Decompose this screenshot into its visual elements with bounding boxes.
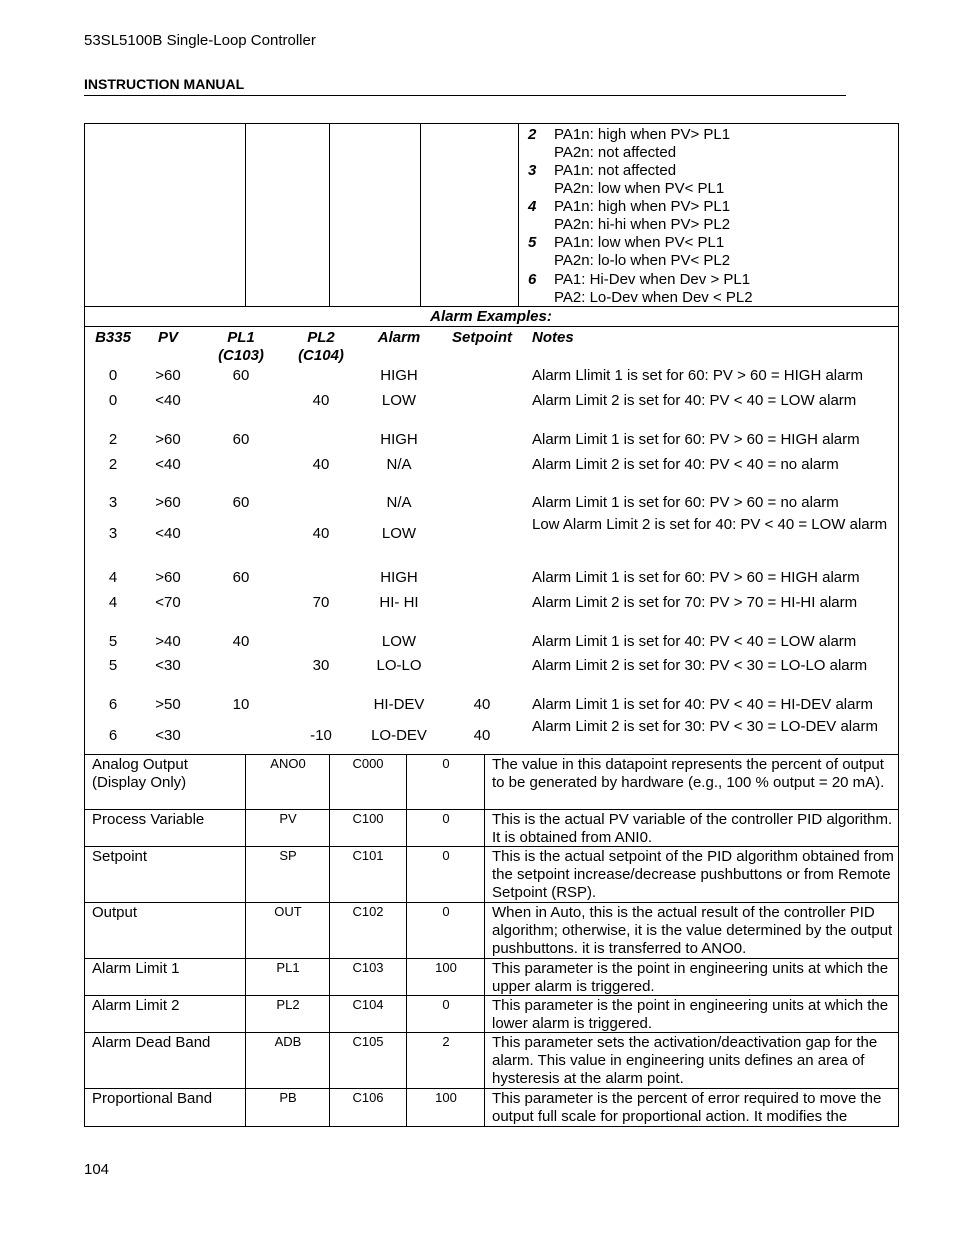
col-b335: B335 — [95, 329, 131, 346]
parameter-mnemonic: OUT — [274, 904, 302, 919]
example-pl1: 10 — [232, 696, 250, 713]
example-notes: Alarm Limit 1 is set for 40: PV < 40 = LOW alarm — [532, 633, 857, 650]
parameter-name: Analog Output (Display Only) — [92, 756, 188, 791]
examples-title: Alarm Examples: — [430, 308, 552, 325]
example-notes: Alarm Limit 1 is set for 60: PV > 60 = no alarm — [532, 494, 839, 511]
example-pl2: 70 — [312, 594, 330, 611]
option-line: PA1: Hi-Dev when Dev > PL1 — [554, 271, 751, 288]
parameter-default: 100 — [435, 1090, 457, 1105]
example-notes: Alarm Limit 1 is set for 40: PV < 40 = HI-DEV alarm — [532, 696, 873, 713]
example-alarm: LO-LO — [376, 657, 422, 674]
option-line: PA2n: not affected — [554, 144, 677, 161]
example-b335: 2 — [108, 456, 118, 473]
example-pv: <40 — [155, 525, 181, 542]
option-line: PA1n: high when PV> PL1 — [554, 126, 731, 143]
example-notes: Low Alarm Limit 2 is set for 40: PV < 40 = LOW alarm — [532, 516, 888, 533]
parameter-default: 100 — [435, 960, 457, 975]
parameter-name: Setpoint — [92, 848, 148, 865]
example-b335: 6 — [108, 727, 118, 744]
parameter-mnemonic: PL2 — [276, 997, 300, 1012]
parameter-code: C105 — [352, 1034, 384, 1049]
option-line: PA1n: not affected — [554, 162, 677, 179]
example-notes: Alarm Llimit 1 is set for 60: PV > 60 = HIGH alarm — [532, 367, 863, 384]
parameter-description: This parameter is the point in engineering units at which the lower alarm is triggered. — [492, 997, 889, 1032]
parameter-default: 0 — [442, 848, 450, 863]
divider — [245, 123, 246, 307]
option-number: 3 — [528, 162, 537, 179]
example-pl2: 30 — [312, 657, 330, 674]
example-alarm: LOW — [381, 392, 417, 409]
option-number: 2 — [528, 126, 537, 143]
parameter-description: This is the actual setpoint of the PID algorithm obtained from the setpoint increase/decrease pushbuttons or from Remote Setpoint (RSP). — [492, 848, 894, 901]
example-alarm: HIGH — [380, 367, 418, 384]
example-pv: <70 — [155, 594, 181, 611]
col-pv: PV — [157, 329, 178, 346]
parameter-name: Alarm Limit 2 — [92, 997, 180, 1014]
example-pv: >50 — [155, 696, 181, 713]
parameter-code: C101 — [352, 848, 384, 863]
parameter-description: This is the actual PV variable of the controller PID algorithm. It is obtained from ANI0. — [492, 811, 893, 846]
example-b335: 0 — [108, 392, 118, 409]
parameter-name: Output — [92, 904, 138, 921]
example-pv: >60 — [155, 569, 181, 586]
example-pl2: 40 — [312, 525, 330, 542]
col-pl2 — [288, 329, 354, 365]
divider — [420, 123, 421, 307]
parameter-mnemonic: SP — [279, 848, 297, 863]
manual-label: INSTRUCTION MANUAL — [84, 76, 245, 92]
example-notes: Alarm Limit 2 is set for 30: PV < 30 = LO-DEV alarm — [532, 718, 878, 735]
parameter-default: 0 — [442, 904, 450, 919]
col-notes: Notes — [532, 329, 574, 346]
document-title: 53SL5100B Single-Loop Controller — [84, 32, 316, 49]
example-b335: 3 — [108, 494, 118, 511]
example-pl2: 40 — [312, 456, 330, 473]
parameter-name: Alarm Limit 1 — [92, 960, 180, 977]
col-setpoint: Setpoint — [452, 329, 512, 346]
parameter-mnemonic: PL1 — [276, 960, 300, 975]
parameter-description: When in Auto, this is the actual result of the controller PID algorithm; otherwise, it is the value determined by the output pushbuttons. it is transferred to ANO0. — [492, 904, 893, 957]
example-b335: 4 — [108, 569, 118, 586]
option-line: PA2n: hi-hi when PV> PL2 — [554, 216, 731, 233]
parameter-mnemonic: PB — [279, 1090, 297, 1105]
parameter-mnemonic: ANO0 — [270, 756, 306, 771]
example-notes: Alarm Limit 2 is set for 40: PV < 40 = no alarm — [532, 456, 839, 473]
parameter-code: C100 — [352, 811, 384, 826]
header-rule — [84, 95, 846, 96]
option-number: 4 — [528, 198, 537, 215]
col-alarm: Alarm — [377, 329, 421, 346]
option-line: PA2n: low when PV< PL1 — [554, 180, 725, 197]
example-b335: 4 — [108, 594, 118, 611]
parameter-default: 0 — [442, 997, 450, 1012]
example-notes: Alarm Limit 2 is set for 40: PV < 40 = LOW alarm — [532, 392, 857, 409]
parameter-name: Proportional Band — [92, 1090, 213, 1107]
example-pv: >60 — [155, 367, 181, 384]
example-setpoint: 40 — [473, 727, 491, 744]
example-pl1: 60 — [232, 569, 250, 586]
col-pl2-sub: (C104) — [298, 347, 344, 364]
example-alarm: HIGH — [380, 569, 418, 586]
col-pl1 — [208, 329, 274, 365]
option-line: PA2n: lo-lo when PV< PL2 — [554, 252, 731, 269]
example-pl2: 40 — [312, 392, 330, 409]
divider — [84, 754, 899, 755]
parameter-mnemonic: PV — [279, 811, 297, 826]
example-notes: Alarm Limit 1 is set for 60: PV > 60 = HIGH alarm — [532, 569, 860, 586]
example-alarm: LOW — [381, 633, 417, 650]
parameter-default: 0 — [442, 756, 450, 771]
example-pl1: 60 — [232, 367, 250, 384]
parameter-default: 0 — [442, 811, 450, 826]
example-alarm: LO-DEV — [371, 727, 427, 744]
option-item — [528, 271, 753, 307]
divider — [84, 326, 899, 327]
example-setpoint: 40 — [473, 696, 491, 713]
parameter-description: This parameter sets the activation/deactivation gap for the alarm. This value in engineering units defines an area of hysteresis at the alarm point. — [492, 1034, 878, 1087]
parameter-name: Alarm Dead Band — [92, 1034, 211, 1051]
example-pv: >60 — [155, 431, 181, 448]
parameter-name: Process Variable — [92, 811, 205, 828]
example-b335: 6 — [108, 696, 118, 713]
option-item — [528, 234, 730, 270]
example-b335: 0 — [108, 367, 118, 384]
parameter-code: C104 — [352, 997, 384, 1012]
example-b335: 5 — [108, 657, 118, 674]
option-line: PA1n: low when PV< PL1 — [554, 234, 725, 251]
option-item — [528, 162, 724, 198]
example-pv: <30 — [155, 657, 181, 674]
example-pl1: 40 — [232, 633, 250, 650]
option-number: 5 — [528, 234, 537, 251]
option-line: PA1n: high when PV> PL1 — [554, 198, 731, 215]
divider — [84, 306, 899, 307]
example-alarm: N/A — [386, 456, 412, 473]
option-item — [528, 126, 730, 162]
option-item — [528, 198, 730, 234]
parameter-code: C103 — [352, 960, 384, 975]
example-alarm: HIGH — [380, 431, 418, 448]
example-pl1: 60 — [232, 494, 250, 511]
option-number: 6 — [528, 271, 537, 288]
divider — [84, 809, 899, 810]
example-pv: >60 — [155, 494, 181, 511]
divider — [84, 902, 899, 903]
example-notes: Alarm Limit 2 is set for 30: PV < 30 = LO-LO alarm — [532, 657, 868, 674]
parameter-code: C102 — [352, 904, 384, 919]
example-b335: 3 — [108, 525, 118, 542]
example-alarm: HI-DEV — [373, 696, 425, 713]
divider — [518, 123, 519, 307]
example-pv: >40 — [155, 633, 181, 650]
parameter-code: C000 — [352, 756, 384, 771]
example-b335: 2 — [108, 431, 118, 448]
col-pl2-label: PL2 — [307, 329, 335, 346]
divider — [84, 958, 899, 959]
example-notes: Alarm Limit 1 is set for 60: PV > 60 = HIGH alarm — [532, 431, 860, 448]
example-pv: <40 — [155, 456, 181, 473]
col-pl1-sub: (C103) — [218, 347, 264, 364]
parameter-description: This parameter is the percent of error required to move the output full scale for proportional action. It modifies the — [492, 1090, 882, 1125]
parameter-code: C106 — [352, 1090, 384, 1105]
parameter-default: 2 — [442, 1034, 450, 1049]
example-notes: Alarm Limit 2 is set for 70: PV > 70 = HI-HI alarm — [532, 594, 858, 611]
page-number: 104 — [84, 1161, 110, 1178]
example-pl1: 60 — [232, 431, 250, 448]
example-pv: <30 — [155, 727, 181, 744]
col-pl1-label: PL1 — [227, 329, 255, 346]
example-alarm: N/A — [386, 494, 412, 511]
option-line: PA2: Lo-Dev when Dev < PL2 — [554, 289, 753, 306]
divider — [329, 123, 330, 307]
example-pv: <40 — [155, 392, 181, 409]
example-alarm: LOW — [381, 525, 417, 542]
example-alarm: HI- HI — [379, 594, 419, 611]
divider — [84, 1088, 899, 1089]
example-b335: 5 — [108, 633, 118, 650]
example-pl2: -10 — [310, 727, 332, 744]
parameter-description: The value in this datapoint represents the percent of output to be generated by hardware (e.g., 100 % output = 20 mA). — [492, 756, 885, 791]
parameter-mnemonic: ADB — [274, 1034, 302, 1049]
parameter-description: This parameter is the point in engineering units at which the upper alarm is triggered. — [492, 960, 889, 995]
